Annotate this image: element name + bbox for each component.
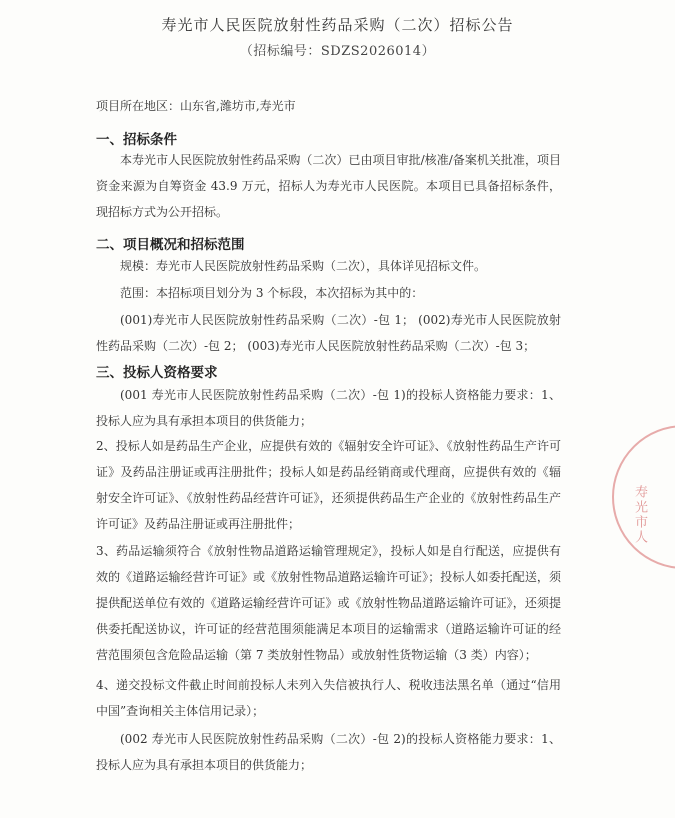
document-title: 寿光市人民医院放射性药品采购（二次）招标公告 (161, 16, 514, 34)
paragraph-scope: 范围：本招标项目划分为 3 个标段，本次招标为其中的： (120, 286, 424, 300)
tender-number: （招标编号：SDZS2026014） (239, 44, 436, 59)
section-heading-overview: 二、项目概况和招标范围 (96, 237, 245, 253)
section-heading-conditions: 一、招标条件 (96, 132, 177, 148)
project-region: 项目所在地区：山东省,潍坊市,寿光市 (96, 99, 296, 113)
paragraph-lot1-requirement: (001 寿光市人民医院放射性药品采购（二次）-包 1)的投标人资格能力要求：1、投标人应为具有承担本项目的供货能力； (96, 388, 561, 428)
paragraph-lot2-requirement: (002 寿光市人民医院放射性药品采购（二次）-包 2)的投标人资格能力要求：1、投标人应为具有承担本项目的供货能力； (96, 732, 561, 772)
paragraph-credit-requirement: 4、递交投标文件截止时间前投标人未列入失信被执行人、税收违法黑名单（通过“信用中国”查询相关主体信用记录）； (96, 678, 561, 718)
paragraph-scale: 规模：寿光市人民医院放射性药品采购（二次），具体详见招标文件。 (120, 259, 487, 273)
paragraph-license-requirement: 2、投标人如是药品生产企业，应提供有效的《辐射安全许可证》、《放射性药品生产许可证》及药品注册证或再注册批件；投标人如是药品经销商或代理商，应提供有效的《辐射安全许可证》、《放射性药品经营许可证》，还须提供药品生产企业的《放射性药品生产许可证》及药品注册证或再注册批件； (96, 439, 561, 531)
paragraph-transport-requirement: 3、药品运输须符合《放射性物品道路运输管理规定》，投标人如是自行配送，应提供有效的《道路运输经营许可证》或《放射性物品道路运输许可证》；投标人如委托配送，须提供配送单位有效的《道路运输经营许可证》或《放射性物品道路运输许可证》，还须提供委托配送协议，许可证的经营范围须能满足本项目的运输需求（道路运输许可证的经营范围须包含危险品运输（第 7 类放射性物品）或放射性货物运输（3 类）内容）； (96, 544, 561, 662)
seal-text: 寿光市人 (632, 485, 647, 545)
section-heading-qualifications: 三、投标人资格要求 (96, 365, 218, 381)
paragraph-conditions: 本寿光市人民医院放射性药品采购（二次）已由项目审批/核准/备案机关批准，项目资金来源为自筹资金 43.9 万元，招标人为寿光市人民医院。本项目已具备招标条件，现招标方式为公开招标。 (96, 153, 561, 219)
paragraph-lots: (001)寿光市人民医院放射性药品采购（二次）-包 1； (002)寿光市人民医院放射性药品采购（二次）-包 2； (003)寿光市人民医院放射性药品采购（二次）-包 3； (96, 313, 561, 353)
